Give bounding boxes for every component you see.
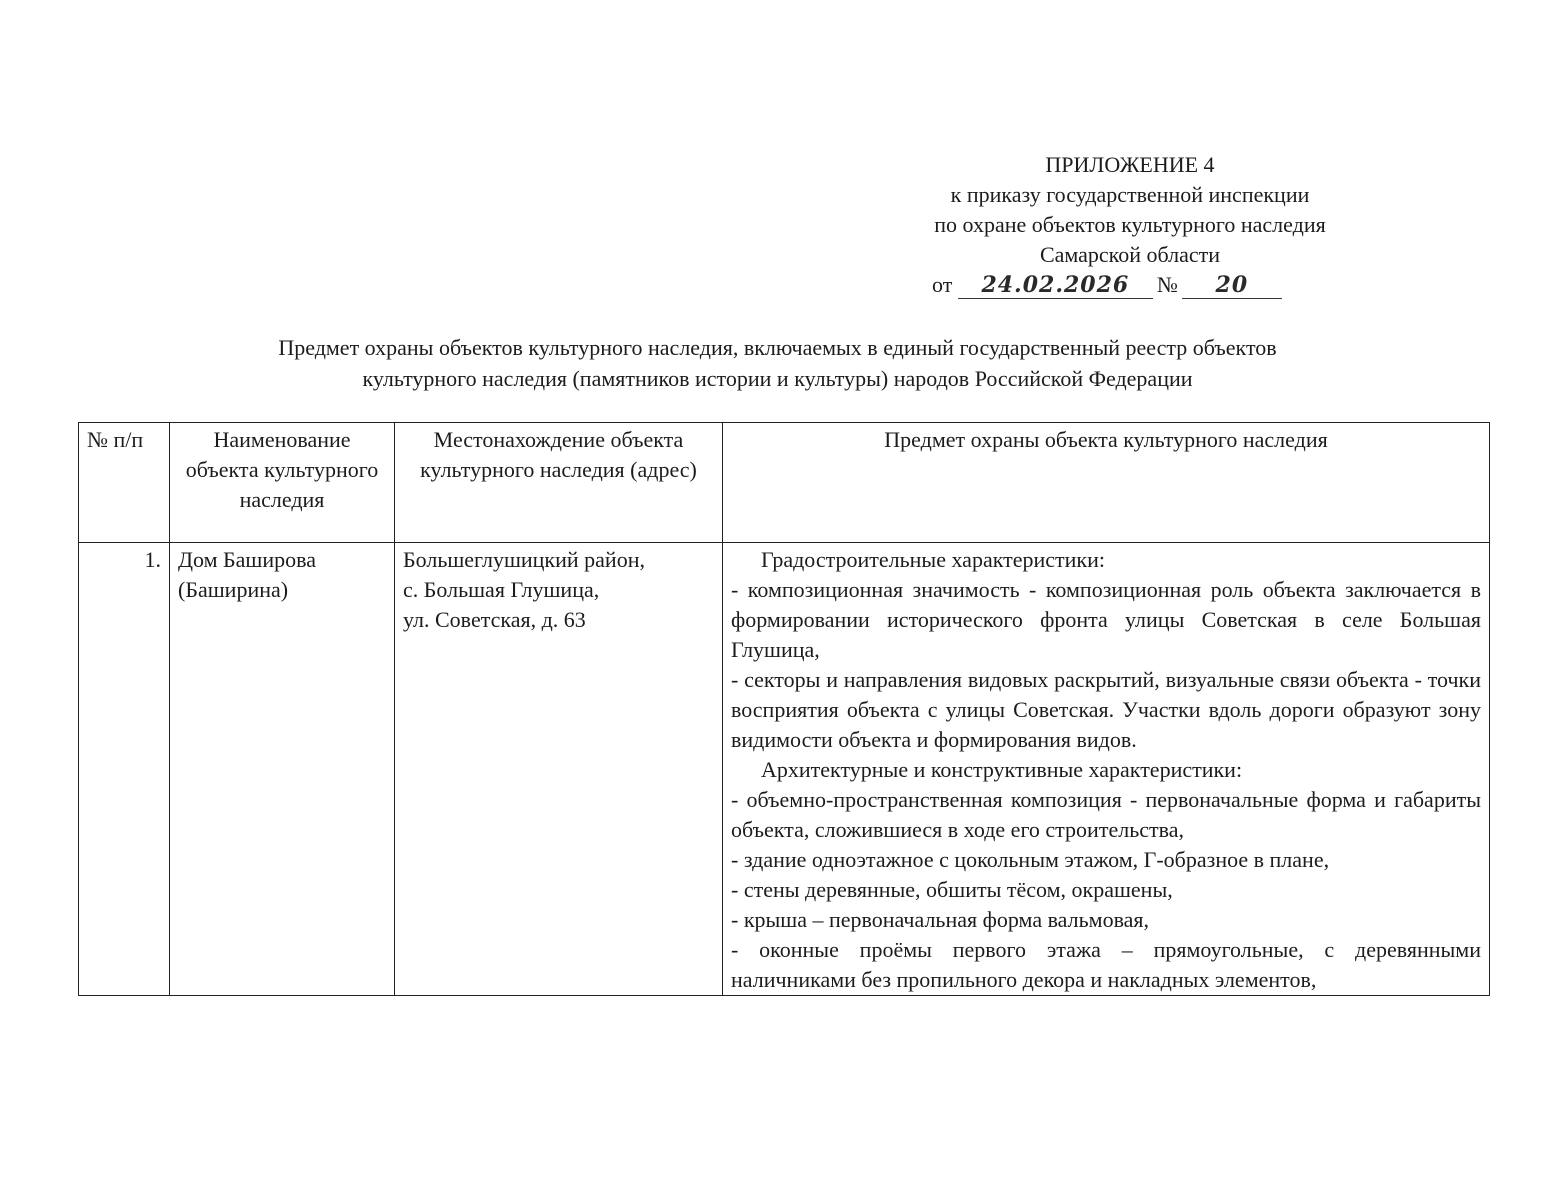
document-title-line: культурного наследия (памятников истории и культуры) народов Российской Федерации bbox=[362, 366, 1193, 391]
number-sign: № bbox=[1156, 272, 1178, 297]
document-title bbox=[90, 332, 1465, 394]
header-address: Местонахождение объекта культурного наследия (адрес) bbox=[395, 423, 723, 543]
approval-line: по охране объектов культурного наследия bbox=[934, 212, 1326, 237]
subject-item: - объемно-пространственная композиция - первоначальные форма и габариты объекта, сложившиеся в ходе его строительства, bbox=[731, 787, 1481, 842]
appendix-title: ПРИЛОЖЕНИЕ 4 bbox=[1045, 152, 1215, 177]
row-num: 1. bbox=[79, 543, 170, 996]
row-address-line: с. Большая Глушица, bbox=[403, 577, 600, 602]
row-address-line: Большеглушицкий район, bbox=[403, 547, 645, 572]
row-name-line: (Баширина) bbox=[178, 577, 289, 602]
heritage-table bbox=[78, 422, 1490, 996]
handwritten-number: 20 bbox=[1182, 272, 1282, 299]
table-header-row bbox=[79, 423, 1490, 543]
approval-date-line bbox=[932, 270, 1380, 300]
subject-item: - крыша – первоначальная форма вальмовая, bbox=[731, 907, 1150, 932]
row-address bbox=[395, 543, 723, 996]
approval-line: к приказу государственной инспекции bbox=[950, 182, 1310, 207]
row-name bbox=[170, 543, 395, 996]
approval-line: Самарской области bbox=[1039, 242, 1221, 267]
header-name: Наименование объекта культурного наследия bbox=[170, 423, 395, 543]
subject-item: - стены деревянные, обшиты тёсом, окрашены, bbox=[731, 877, 1173, 902]
table-row bbox=[79, 543, 1490, 996]
subject-item: - композиционная значимость - композиционная роль объекта заключается в формировании исторического фронта улицы Советская в селе Большая Глушица, bbox=[731, 577, 1481, 662]
row-address-line: ул. Советская, д. 63 bbox=[403, 607, 586, 632]
header-num: № п/п bbox=[79, 423, 170, 543]
header-subject: Предмет охраны объекта культурного наследия bbox=[723, 423, 1490, 543]
subject-heading: Архитектурные и конструктивные характеристики: bbox=[761, 757, 1243, 782]
subject-item: - оконные проёмы первого этажа – прямоугольные, с деревянными наличниками без пропильного декора и накладных элементов, bbox=[731, 937, 1481, 992]
subject-heading: Градостроительные характеристики: bbox=[761, 547, 1105, 572]
handwritten-date: 24.02.2026 bbox=[958, 272, 1153, 299]
date-prefix: от bbox=[932, 272, 953, 297]
row-subject bbox=[723, 543, 1490, 996]
approval-block bbox=[880, 150, 1380, 300]
subject-item: - здание одноэтажное с цокольным этажом, Г-образное в плане, bbox=[731, 847, 1330, 872]
subject-item: - секторы и направления видовых раскрытий, визуальные связи объекта - точки восприятия объекта с улицы Советская. Участки вдоль дороги образуют зону видимости объекта и формирования видов. bbox=[731, 667, 1481, 752]
row-name-line: Дом Баширова bbox=[178, 547, 316, 572]
document-title-line: Предмет охраны объектов культурного наследия, включаемых в единый государственный реестр объектов bbox=[278, 335, 1277, 360]
